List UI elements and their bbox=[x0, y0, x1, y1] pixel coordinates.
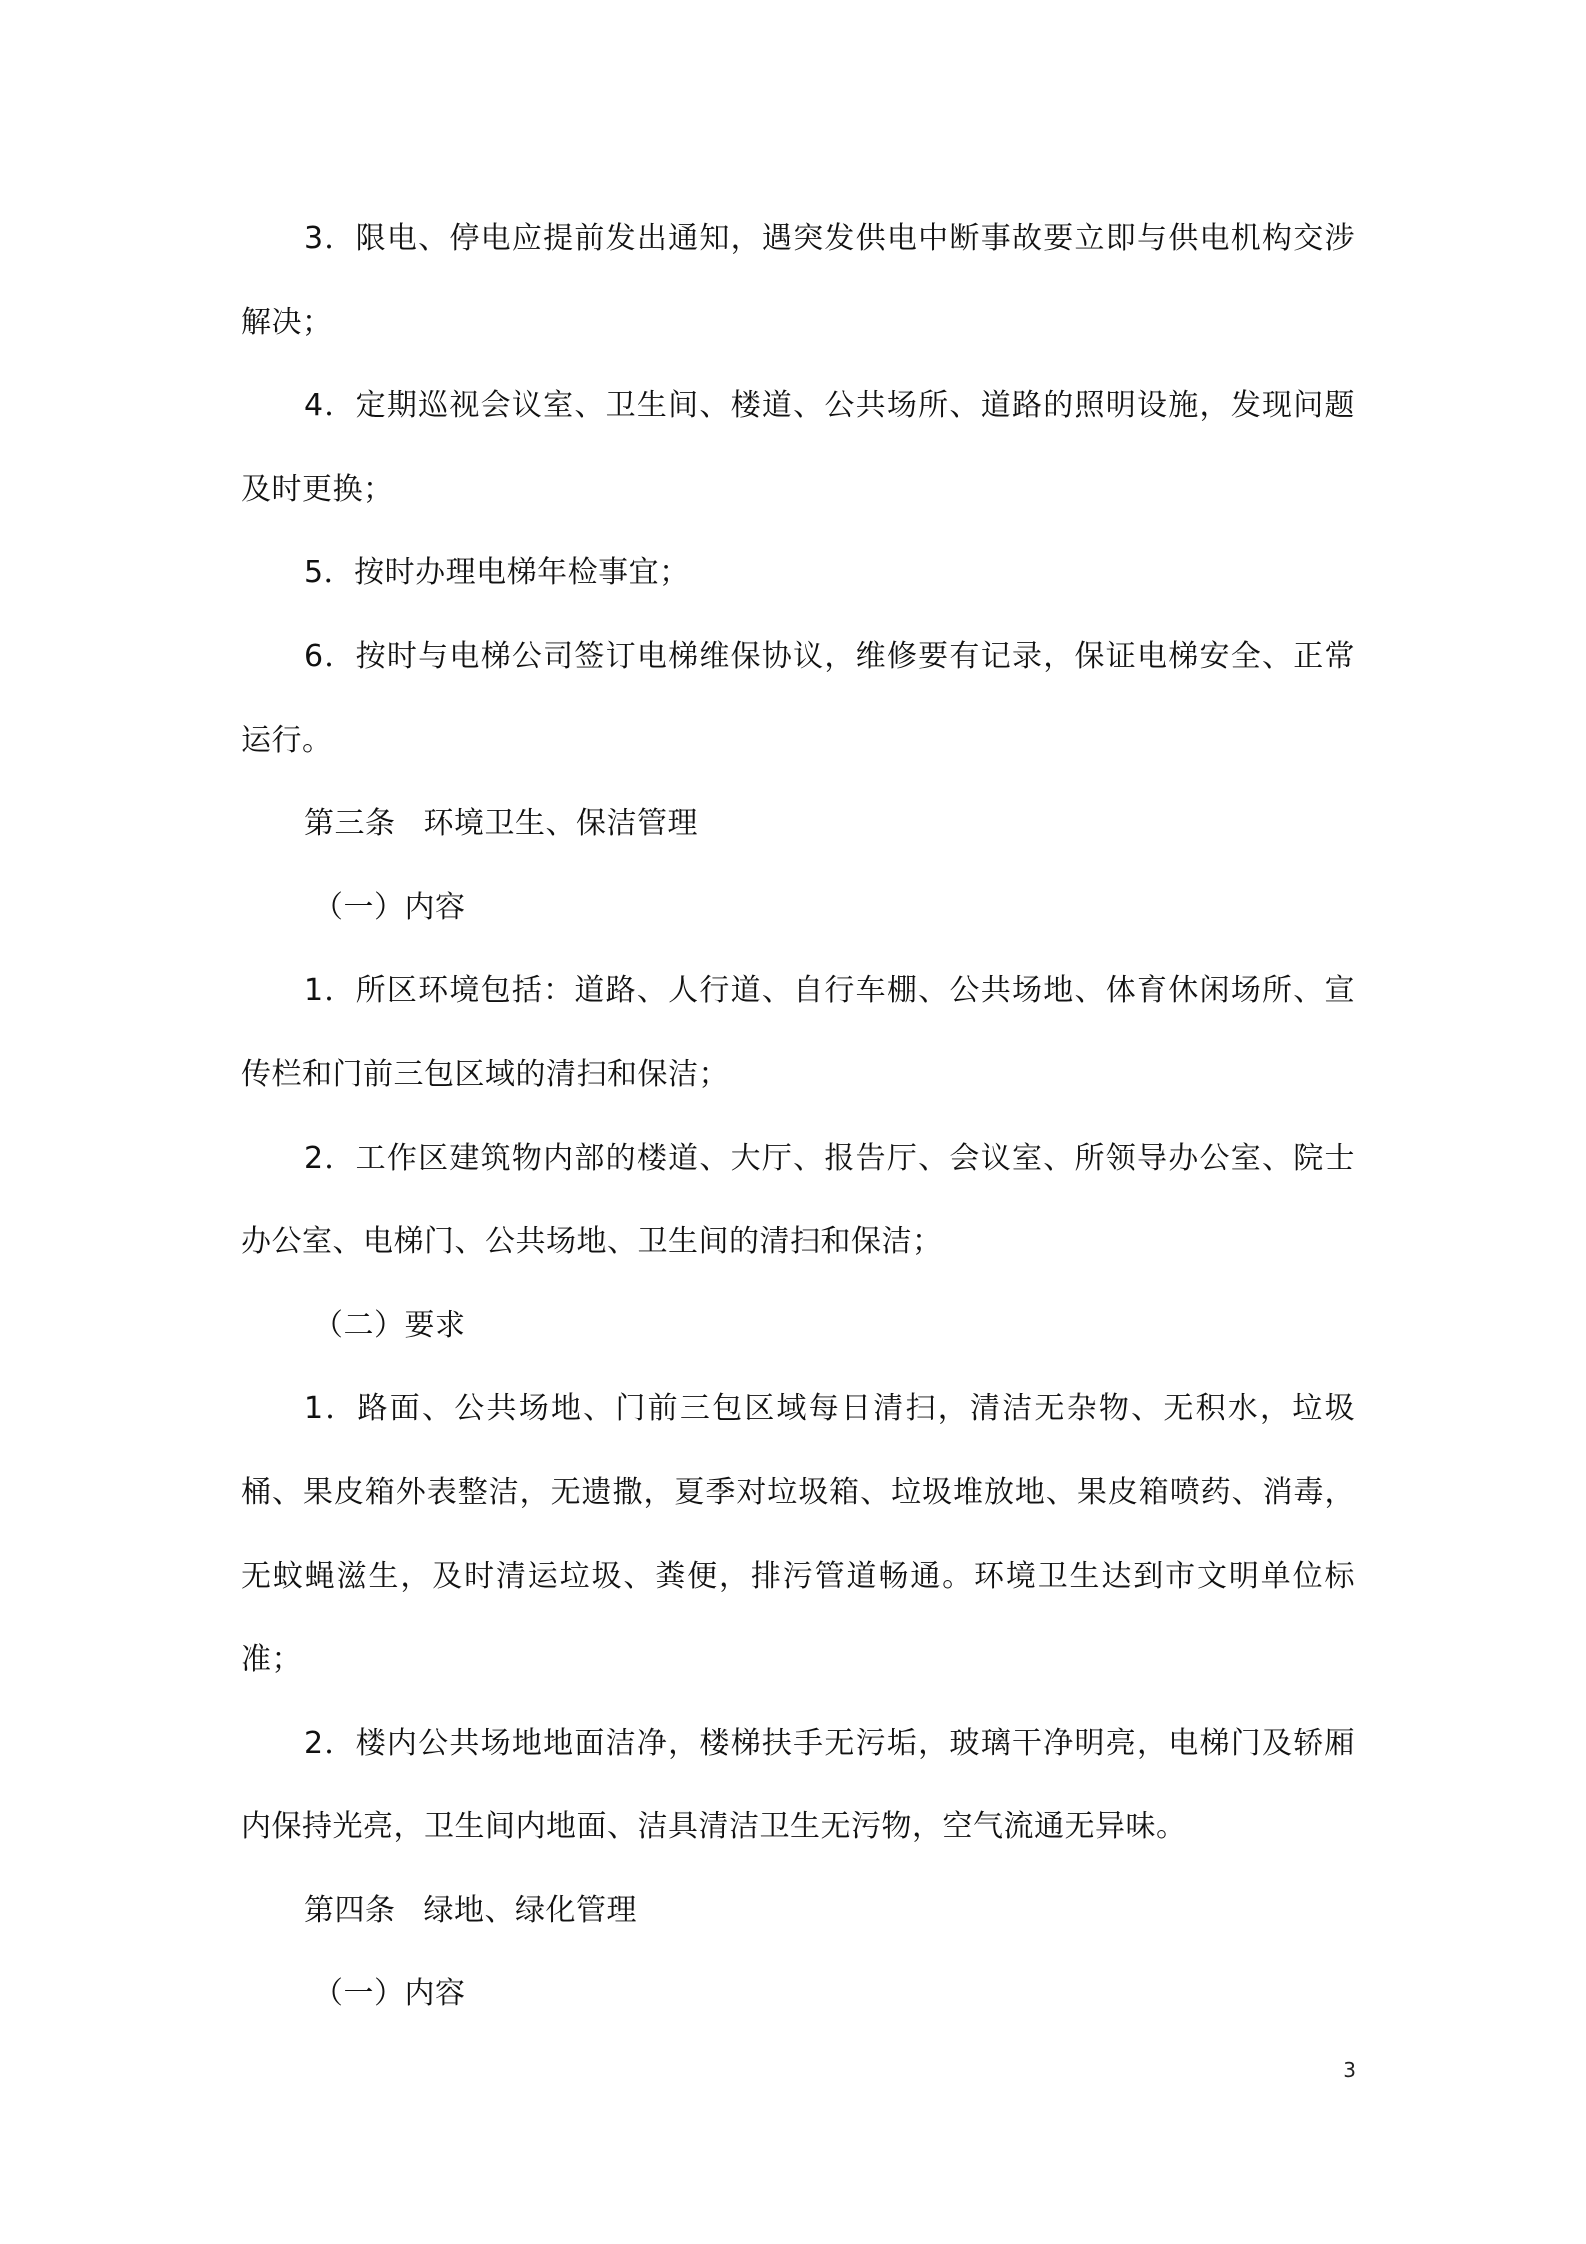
paragraph-item-3: 3．限电、停电应提前发出通知，遇突发供电中断事故要立即与供电机构交涉解决； bbox=[241, 221, 1355, 340]
requirement-item-1: 1．路面、公共场地、门前三包区域每日清扫，清洁无杂物、无积水，垃圾桶、果皮箱外表整洁，无遗撒，夏季对垃圾箱、垃圾堆放地、果皮箱喷药、消毒，无蚊蝇滋生，及时清运垃圾、粪便，排污管道畅通。环境卫生达到市文明单位标准； bbox=[241, 1391, 1355, 1678]
article-3-heading bbox=[241, 782, 1355, 866]
content-item-1: 1．所区环境包括：道路、人行道、自行车棚、公共场地、体育休闲场所、宣传栏和门前三包区域的清扫和保洁； bbox=[241, 973, 1355, 1092]
paragraph-item-5: 5．按时办理电梯年检事宜； bbox=[304, 555, 690, 591]
article-3-content-heading: （一）内容 bbox=[313, 889, 466, 925]
article-4-heading bbox=[241, 1869, 1355, 1953]
paragraph-item-6: 6．按时与电梯公司签订电梯维保协议，维修要有记录，保证电梯安全、正常运行。 bbox=[241, 638, 1355, 758]
article-3-requirements-heading: （二）要求 bbox=[313, 1307, 466, 1343]
article-4-content-heading: （一）内容 bbox=[313, 1976, 466, 2012]
document-body bbox=[241, 197, 1355, 2036]
page-number: 3 bbox=[1343, 2058, 1356, 2082]
article-3-title: 环境卫生、保洁管理 bbox=[423, 806, 698, 842]
article-3-label: 第三条 bbox=[304, 806, 396, 842]
requirement-item-2: 2．楼内公共场地地面洁净，楼梯扶手无污垢，玻璃干净明亮，电梯门及轿厢内保持光亮，卫生间内地面、洁具清洁卫生无污物，空气流通无异味。 bbox=[241, 1725, 1355, 1845]
paragraph-item-4: 4．定期巡视会议室、卫生间、楼道、公共场所、道路的照明设施，发现问题及时更换； bbox=[241, 388, 1355, 507]
article-4-title: 绿地、绿化管理 bbox=[423, 1892, 637, 1928]
content-item-2: 2．工作区建筑物内部的楼道、大厅、报告厅、会议室、所领导办公室、院士办公室、电梯门、公共场地、卫生间的清扫和保洁； bbox=[241, 1140, 1355, 1260]
article-4-label: 第四条 bbox=[304, 1892, 396, 1928]
